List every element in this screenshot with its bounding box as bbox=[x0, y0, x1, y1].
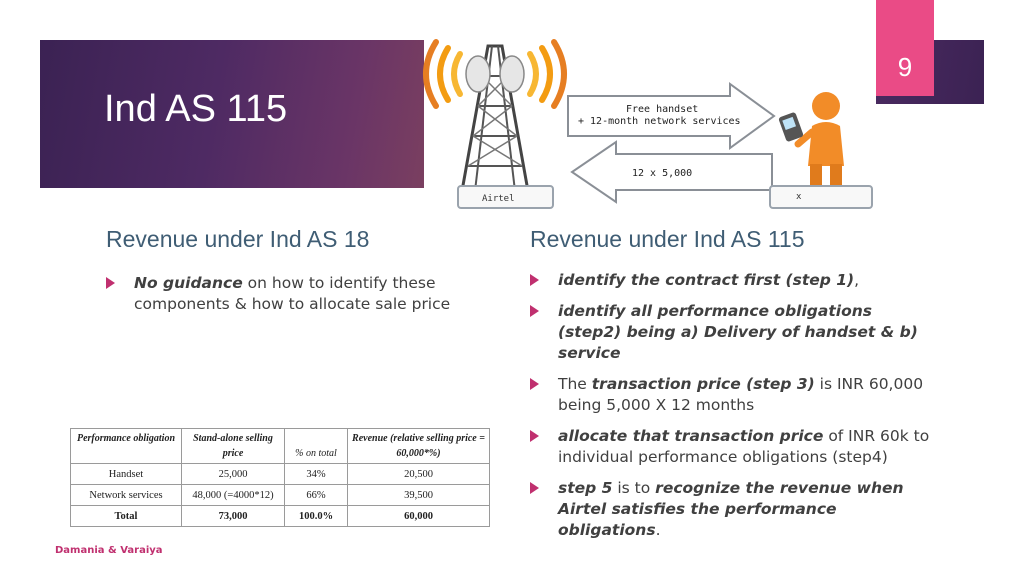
table-total-row bbox=[71, 506, 490, 527]
allocation-table bbox=[70, 428, 490, 527]
step1-tail: , bbox=[854, 271, 860, 289]
table-cell: 66% bbox=[285, 485, 348, 506]
step5-emphasis-2: recognize the revenue when Airtel satisfies the performance obligations bbox=[558, 479, 904, 539]
arrow-top-line1: Free handset bbox=[626, 104, 699, 115]
bullet-arrow-icon bbox=[106, 277, 115, 289]
step1-emphasis: identify the contract first (step 1) bbox=[558, 271, 855, 289]
telecom-illustration bbox=[420, 36, 880, 216]
bullet-arrow-icon bbox=[530, 482, 539, 494]
page-number: 9 bbox=[897, 52, 913, 82]
bullet-emphasis: No guidance bbox=[134, 274, 243, 292]
step4-emphasis: allocate that transaction price bbox=[558, 427, 824, 445]
airtel-box-label: Airtel bbox=[482, 194, 515, 204]
cell-tower-icon bbox=[462, 46, 528, 191]
bullet-text: on how to identify these components & how to allocate sale price bbox=[134, 274, 451, 313]
list-item bbox=[530, 301, 930, 364]
bullet-arrow-icon bbox=[530, 430, 539, 442]
step5-mid: is to bbox=[612, 479, 656, 497]
table-header-row bbox=[71, 429, 490, 464]
step2-emphasis: identify all performance obligations (step2) being a) Delivery of handset & b) service bbox=[558, 302, 918, 362]
step5-emphasis: step 5 bbox=[558, 479, 613, 497]
header-stand-alone-price: Stand-alone selling price bbox=[182, 429, 285, 464]
right-column-heading: Revenue under Ind AS 115 bbox=[530, 226, 805, 252]
table-cell: Handset bbox=[71, 464, 182, 485]
header-performance-obligation: Performance obligation bbox=[71, 429, 182, 464]
bullet-arrow-icon bbox=[530, 378, 539, 390]
table-cell: 39,500 bbox=[348, 485, 490, 506]
table-cell: Total bbox=[71, 506, 182, 527]
step3-emphasis: transaction price (step 3) bbox=[591, 375, 815, 393]
customer-box bbox=[770, 186, 872, 208]
right-bullet-list bbox=[530, 270, 930, 551]
step3-tail: is INR 60,000 being 5,000 X 12 months bbox=[558, 375, 924, 414]
arrow-bottom-label: 12 x 5,000 bbox=[632, 168, 693, 179]
list-item bbox=[530, 426, 930, 468]
step3-lead: The bbox=[558, 375, 592, 393]
step5-tail: . bbox=[655, 521, 661, 539]
table-cell: 60,000 bbox=[348, 506, 490, 527]
header-revenue: Revenue (relative selling price = 60,000*%) bbox=[348, 429, 490, 464]
table-cell: 73,000 bbox=[182, 506, 285, 527]
table-cell: 20,500 bbox=[348, 464, 490, 485]
table-row bbox=[71, 485, 490, 506]
bullet-arrow-icon bbox=[530, 274, 539, 286]
table-cell: 48,000 (=4000*12) bbox=[182, 485, 285, 506]
list-item bbox=[530, 270, 930, 291]
table-row bbox=[71, 464, 490, 485]
arrow-top-line2: + 12-month network services bbox=[578, 116, 741, 127]
slide-title: Ind AS 115 bbox=[104, 88, 288, 130]
header-percent-total: % on total bbox=[285, 429, 348, 464]
left-column-heading: Revenue under Ind AS 18 bbox=[106, 226, 370, 252]
table-cell: 25,000 bbox=[182, 464, 285, 485]
bullet-arrow-icon bbox=[530, 305, 539, 317]
list-item bbox=[530, 374, 930, 416]
footer-author: Damania & Varaiya bbox=[55, 545, 163, 556]
table-cell: 100.0% bbox=[285, 506, 348, 527]
customer-person-icon bbox=[778, 92, 844, 186]
signal-waves-icon bbox=[426, 42, 564, 106]
table-cell: Network services bbox=[71, 485, 182, 506]
customer-box-label: x bbox=[796, 192, 802, 202]
left-bullet-list bbox=[106, 273, 466, 325]
table-cell: 34% bbox=[285, 464, 348, 485]
list-item bbox=[530, 478, 930, 541]
list-item bbox=[106, 273, 466, 315]
step4-tail: of INR 60k to individual performance obligations (step4) bbox=[558, 427, 930, 466]
